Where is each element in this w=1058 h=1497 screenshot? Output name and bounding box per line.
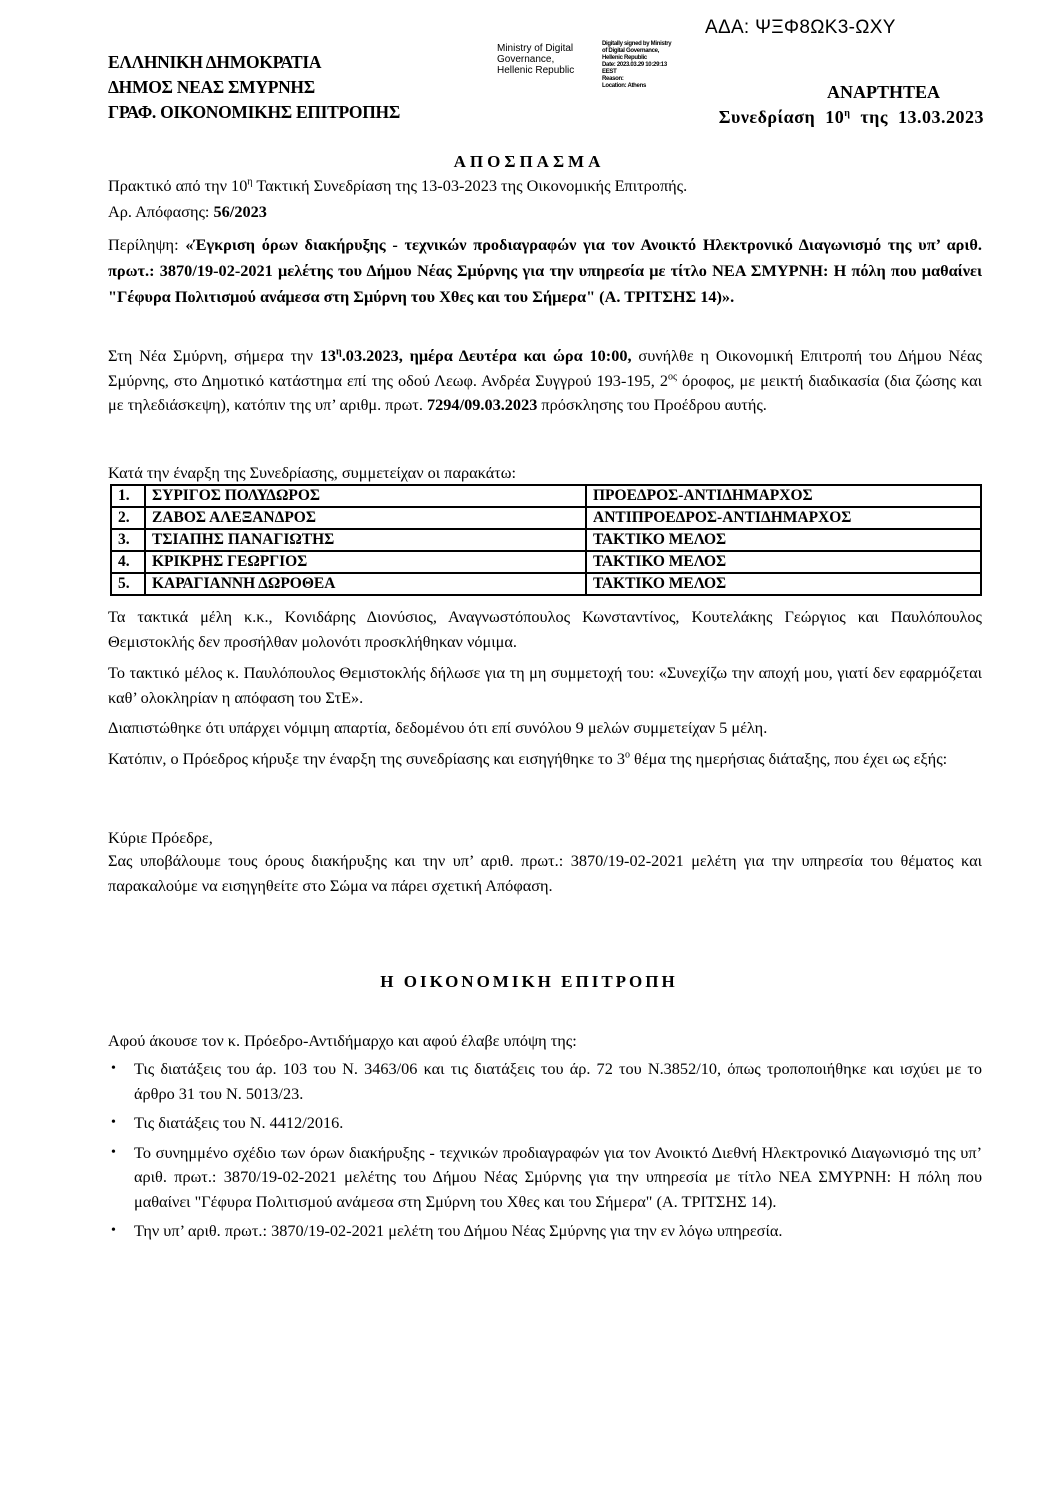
- signature-reason: Reason:: [602, 76, 624, 82]
- issuer-country: ΕΛΛΗΝΙΚΗ ΔΗΜΟΚΡΑΤΙΑ: [108, 52, 322, 72]
- members-table: [110, 484, 982, 596]
- considerations-list: [108, 1057, 982, 1249]
- member-name: ΚΡΙΚΡΗΣ ΓΕΩΡΓΙΟΣ: [145, 551, 586, 573]
- bullet-icon: •: [111, 1144, 116, 1160]
- opening-paragraph: [108, 747, 982, 772]
- consideration-item: [108, 1057, 982, 1106]
- minutes-line: [108, 174, 982, 199]
- consideration-text: Την υπ’ αριθ. πρωτ.: 3870/19-02-2021 μελέτη του Δήμου Νέας Σμύρνης για την εν λόγω υπηρεσία.: [134, 1221, 783, 1240]
- decision-number: 56/2023: [213, 202, 267, 221]
- signature-location: Location: Athens: [602, 83, 646, 89]
- bullet-icon: •: [111, 1061, 116, 1076]
- considering-intro: Αφού άκουσε τον κ. Πρόεδρο-Αντιδήμαρχο και αφού έλαβε υπόψη της:: [108, 1031, 577, 1050]
- signature-detail-line: Hellenic Republic: [602, 55, 647, 61]
- text-run: όροφος, με μεικτή διαδικασία (δια ζώσης και με τηλεδιάσκεψη), κατόπιν της υπ’ αριθμ. πρωτ.: [108, 370, 982, 414]
- submission-paragraph: Σας υποβάλουμε τους όρους διακήρυξης και την υπ’ αριθ. πρωτ.: 3870/19-02-2021 μελέτη για την υπηρεσία του θέματος και παρακαλούμε να εισηγηθείτε στο Σώμα να πάρει σχετική Απόφαση.: [108, 851, 982, 895]
- signer-line: Governance,: [497, 54, 555, 65]
- session-date: 13.03.2023: [898, 107, 984, 127]
- member-name: ΣΥΡΙΓΟΣ ΠΟΛΥΔΩΡΟΣ: [145, 485, 586, 507]
- ada-code: ΑΔΑ: ΨΞΦ8ΩΚ3-ΩΧΥ: [705, 17, 896, 38]
- member-row: [111, 529, 981, 551]
- absent-paragraph: Τα τακτικά μέλη κ.κ., Κονιδάρης Διονύσιος, Αναγνωστόπουλος Κωνσταντίνος, Κουτελάκης Γεώργιος και Παυλόπουλος Θεμιστοκλής δεν προσήλθαν μολονότι προσκλήθηκαν νόμιμα.: [108, 607, 982, 651]
- digital-signature-signer: [497, 43, 574, 76]
- member-row: [111, 485, 981, 507]
- member-row: [111, 551, 981, 573]
- bullet-icon: •: [111, 1115, 116, 1130]
- text-run: θέμα της ημερήσιας διάταξης, που έχει ως εξής:: [629, 749, 948, 768]
- minutes-suffix: Τακτική Συνεδρίαση της 13-03-2023 της Οικονομικής Επιτροπής.: [252, 176, 688, 195]
- committee-title: Η ΟΙΚΟΝΟΜΙΚΗ ΕΠΙΤΡΟΠΗ: [380, 972, 678, 991]
- member-role: ΑΝΤΙΠΡΟΕΔΡΟΣ-ΑΝΤΙΔΗΜΑΡΧΟΣ: [586, 507, 981, 529]
- summary-paragraph: [108, 232, 982, 310]
- session-ordinal: η: [844, 108, 851, 119]
- member-role: ΤΑΚΤΙΚΟ ΜΕΛΟΣ: [586, 573, 981, 595]
- signature-detail-line: EEST: [602, 69, 617, 75]
- signature-detail-line: Digitally signed by Ministry: [602, 41, 672, 47]
- signer-line: Hellenic Republic: [497, 65, 575, 76]
- member-role: ΤΑΚΤΙΚΟ ΜΕΛΟΣ: [586, 551, 981, 573]
- session-label: Συνεδρίαση: [718, 107, 816, 127]
- member-role: ΠΡΟΕΔΡΟΣ-ΑΝΤΙΔΗΜΑΡΧΟΣ: [586, 485, 981, 507]
- decision-label: Αρ. Απόφασης:: [108, 202, 214, 221]
- member-number: 3.: [111, 529, 145, 551]
- consideration-item: [108, 1141, 982, 1215]
- session-of: της: [860, 107, 888, 127]
- member-number: 4.: [111, 551, 145, 573]
- member-row: [111, 573, 981, 595]
- session-info: [676, 105, 984, 130]
- issuer-municipality: ΔΗΜΟΣ ΝΕΑΣ ΣΜΥΡΝΗΣ: [108, 77, 315, 97]
- member-row: [111, 507, 981, 529]
- ordinal-suffix: ο: [624, 749, 630, 761]
- salutation: Κύριε Πρόεδρε,: [108, 828, 213, 847]
- signature-detail-line: of Digital Governance,: [602, 48, 660, 54]
- quorum-paragraph: Διαπιστώθηκε ότι υπάρχει νόμιμη απαρτία, δεδομένου ότι επί συνόλου 9 μελών συμμετείχαν 5 μέλη.: [108, 718, 768, 737]
- member-name: ΤΣΙΑΠΗΣ ΠΑΝΑΓΙΩΤΗΣ: [145, 529, 586, 551]
- summary-text: «Έγκριση όρων διακήρυξης - τεχνικών προδιαγραφών για τον Ανοικτό Ηλεκτρονικό Διαγωνισμό της υπ’ αριθ. πρωτ.: 3870/19-02-2021 μελέτης του Δήμου Νέας Σμύρνης για την υπηρεσία με τίτλο ΝΕΑ ΣΜΥΡΝΗ: Η πόλη που μαθαίνει "Γέφυρα Πολιτισμού ανάμεσα στη Σμύρνη του Χθες και του Σήμερα" (Α. ΤΡΙΤΣΗΣ 14)».: [108, 235, 982, 306]
- meeting-paragraph: [108, 344, 982, 418]
- issuer-office: ΓΡΑΦ. ΟΙΚΟΝΟΜΙΚΗΣ ΕΠΙΤΡΟΠΗΣ: [108, 102, 401, 122]
- text-run: πρόσκλησης του Προέδρου αυτής.: [537, 395, 767, 414]
- session-header: [676, 80, 984, 130]
- document-title: ΑΠΟΣΠΑΣΜΑ: [453, 152, 605, 171]
- member-number: 2.: [111, 507, 145, 529]
- consideration-item: [108, 1219, 982, 1244]
- statement-paragraph: Το τακτικό μέλος κ. Παυλόπουλος Θεμιστοκλής δήλωσε για τη μη συμμετοχή του: «Συνεχίζω την αποχή μου, γιατί δεν εφαρμόζεται καθ’ ολοκληρίαν η απόφαση του ΣτΕ».: [108, 663, 982, 707]
- signature-date: Date: 2023.03.29 10:29:13: [602, 62, 667, 68]
- member-role: ΤΑΚΤΙΚΟ ΜΕΛΟΣ: [586, 529, 981, 551]
- decision-number-line: [108, 200, 982, 225]
- minutes-ordinal: η: [247, 176, 253, 188]
- ordinal-suffix: η: [336, 346, 342, 358]
- text-run: Κατόπιν, ο Πρόεδρος κήρυξε την έναρξη της συνεδρίασης και εισηγήθηκε το 3: [108, 749, 625, 768]
- posting-status: ΑΝΑΡΤΗΤΕΑ: [826, 82, 940, 102]
- meeting-day: 13: [319, 346, 337, 365]
- member-number: 1.: [111, 485, 145, 507]
- consideration-text: Τις διατάξεις του άρ. 103 του Ν. 3463/06 και τις διατάξεις του άρ. 72 του Ν.3852/10, όπως τροποποιήθηκε και ισχύει με το άρθρο 31 του Ν. 5013/23.: [134, 1059, 982, 1103]
- minutes-prefix: Πρακτικό από την 10: [108, 176, 248, 195]
- issuer-header: [108, 50, 400, 125]
- member-number: 5.: [111, 573, 145, 595]
- digital-signature-details: [602, 41, 671, 90]
- consideration-text: Το συνημμένο σχέδιο των όρων διακήρυξης - τεχνικών προδιαγραφών για τον Ανοικτό Διεθνή Ηλεκτρονικό Διαγωνισμό της υπ’ αριθ. πρωτ.: 3870/19-02-2021 μελέτης του Δήμου Νέας Σμύρνης για την υπηρεσία με τίτλο ΝΕΑ ΣΜΥΡΝΗ: Η πόλη που μαθαίνει "Γέφυρα Πολιτισμού ανάμεσα στη Σμύρνη του Χθες και του Σήμερα" (Α. ΤΡΙΤΣΗΣ 14).: [134, 1142, 982, 1211]
- signer-line: Ministry of Digital: [497, 43, 574, 54]
- summary-label: Περίληψη:: [108, 235, 186, 254]
- bullet-icon: •: [111, 1223, 116, 1238]
- text-run: συνήλθε η Οικονομική Επιτροπή του Δήμου Νέας Σμύρνης, στο Δημοτικό κατάστημα επί της οδού Λεωφ. Ανδρέα Συγγρού 193-195, 2: [108, 346, 983, 390]
- session-number: 10: [825, 107, 845, 127]
- consideration-item: [108, 1111, 982, 1136]
- invitation-number: 7294/09.03.2023: [427, 395, 538, 414]
- consideration-text: Τις διατάξεις του Ν. 4412/2016.: [134, 1113, 344, 1132]
- text-run: Στη Νέα Σμύρνη, σήμερα την: [108, 346, 320, 365]
- member-name: ΖΑΒΟΣ ΑΛΕΞΑΝΔΡΟΣ: [145, 507, 586, 529]
- attendees-intro: Κατά την έναρξη της Συνεδρίασης, συμμετείχαν οι παρακάτω:: [108, 463, 517, 482]
- meeting-datetime: .03.2023, ημέρα Δευτέρα και ώρα 10:00,: [341, 346, 632, 365]
- member-name: ΚΑΡΑΓΙΑΝΝΗ ΔΩΡΟΘΕΑ: [145, 573, 586, 595]
- ordinal-suffix: ος: [668, 371, 678, 383]
